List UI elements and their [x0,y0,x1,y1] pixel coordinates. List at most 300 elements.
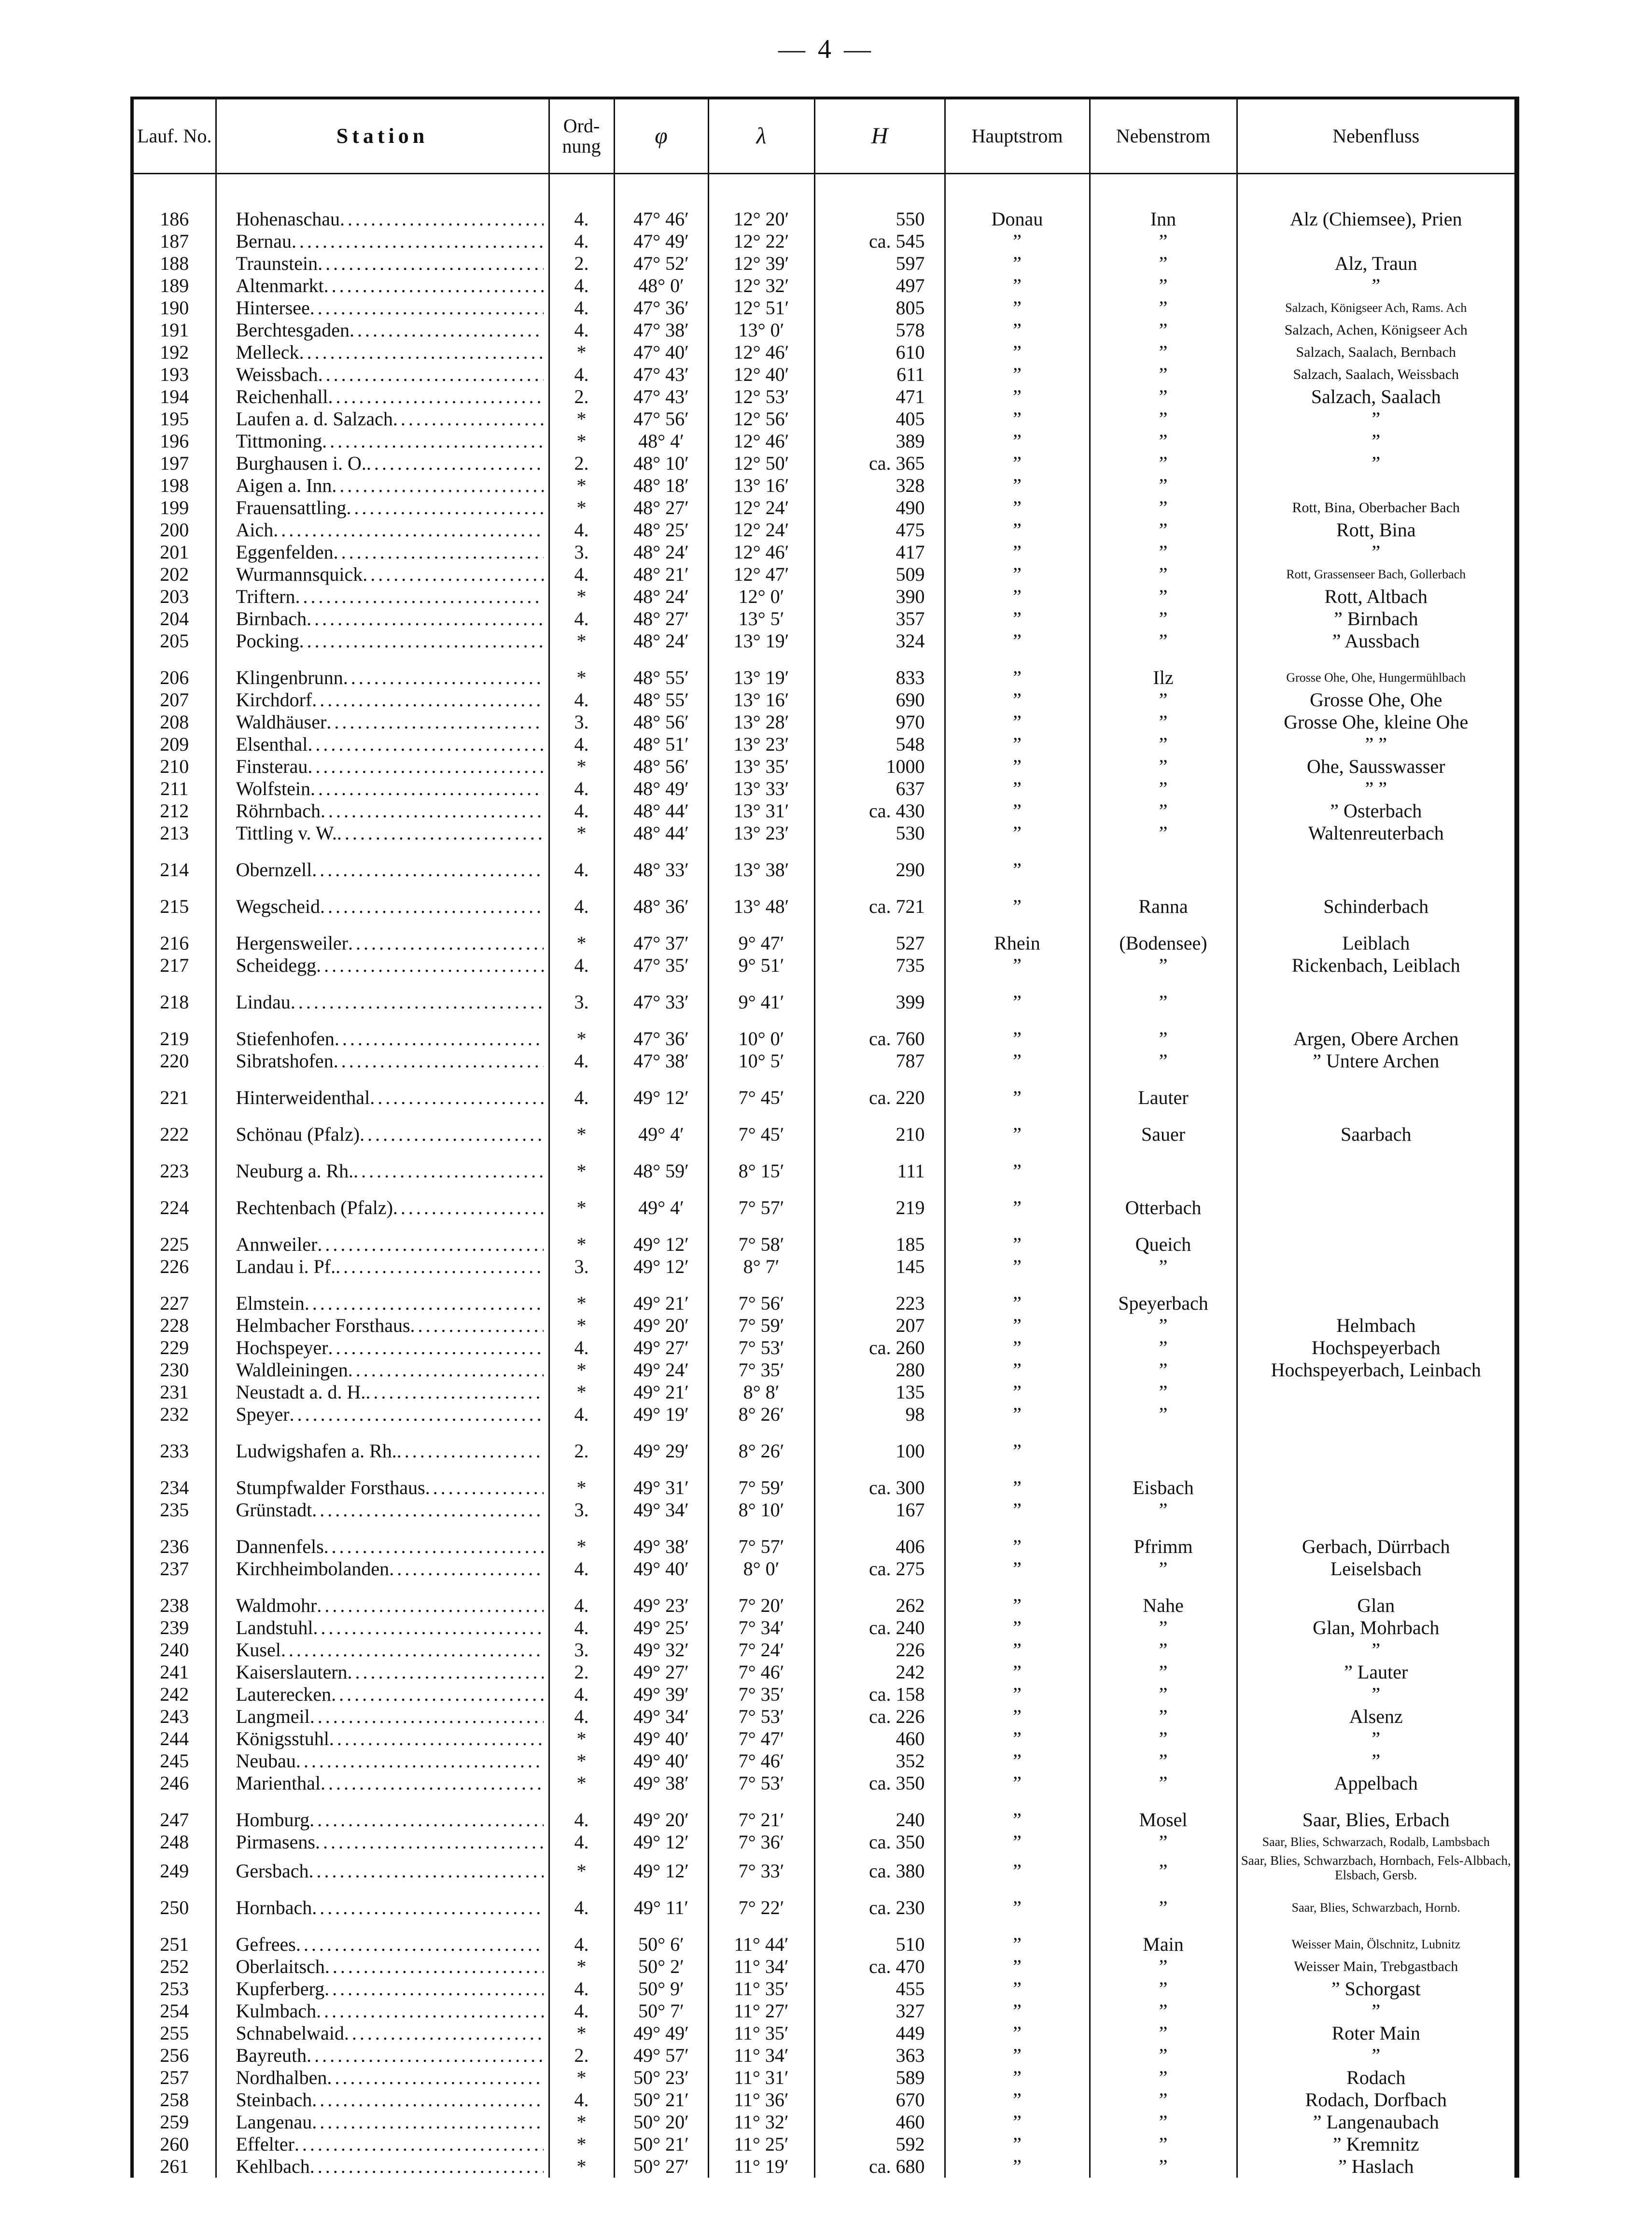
header-lambda: λ [708,99,814,174]
nebenfluss [1237,1072,1514,1109]
lauf-no: 206 [134,652,216,689]
table-row [134,230,1514,252]
nebenfluss: Salzach, Königseer Ach, Rams. Ach [1285,301,1467,315]
leader-dots [340,208,544,230]
leader-dots [296,1933,544,1956]
longitude: 11° 32′ [708,2111,814,2133]
table-row [134,1013,1514,1050]
stations-table [130,97,1519,2178]
station-cell [216,252,549,275]
nebenfluss: ” [1372,452,1381,474]
station-name: Triftern [236,586,295,607]
table-row [134,1882,1514,1919]
ordnung: 3. [549,541,614,563]
height: 550 [814,208,945,230]
nebenstrom: ” [1090,452,1237,475]
longitude: 11° 34′ [708,2044,814,2067]
latitude: 49° 32′ [614,1639,708,1661]
station-name: Kusel [236,1639,281,1661]
leader-dots [334,541,544,563]
hauptstrom: ” [945,1426,1090,1462]
latitude: 48° 4′ [614,430,708,452]
leader-dots [295,586,543,608]
height: 589 [814,2067,945,2089]
nebenfluss: Argen, Obere Archen [1293,1028,1459,1049]
leader-dots [343,667,544,689]
lauf-no: 259 [134,2111,216,2133]
longitude: 12° 56′ [708,408,814,430]
nebenstrom: ” [1090,1706,1237,1728]
nebenfluss [1237,977,1514,1013]
station-wrap [236,475,544,497]
nebenstrom: ” [1090,2155,1237,2178]
latitude: 48° 10′ [614,452,708,475]
latitude: 50° 21′ [614,2089,708,2111]
longitude: 7° 34′ [708,1617,814,1639]
nebenstrom: ” [1090,586,1237,608]
nebenstrom: ” [1090,1499,1237,1521]
table-row [134,297,1514,319]
longitude: 13° 16′ [708,689,814,711]
nebenstrom: ” [1090,954,1237,977]
header-lauf-no: Lauf. No. [134,99,216,174]
hauptstrom: ” [945,711,1090,733]
station-wrap [236,755,544,778]
longitude: 13° 23′ [708,822,814,844]
nebenstrom: ” [1090,297,1237,319]
height: 1000 [814,755,945,778]
leader-dots [309,1860,544,1882]
station-name: Pirmasens [236,1831,315,1853]
table-row [134,1617,1514,1639]
station-wrap [236,2133,544,2155]
station-name: Kulmbach [236,2000,317,2022]
nebenstrom: ” [1090,230,1237,252]
latitude: 49° 57′ [614,2044,708,2067]
nebenfluss [1237,844,1514,881]
table-row [134,1750,1514,1772]
station-cell [216,408,549,430]
spacer-cell [1090,174,1237,209]
hauptstrom: ” [945,275,1090,297]
nebenfluss: Saar, Blies, Schwarzbach, Hornbach, Fels-Albbach, Elsbach, Gersb. [1241,1853,1511,1882]
leader-dots [305,1292,544,1315]
spacer-cell [134,174,216,209]
hauptstrom: ” [945,1013,1090,1050]
nebenfluss [1237,1426,1514,1462]
station-cell [216,1639,549,1661]
ordnung: * [549,652,614,689]
nebenstrom: Sauer [1090,1109,1237,1146]
height: 167 [814,1499,945,1521]
station-wrap [236,1292,544,1315]
hauptstrom: ” [945,586,1090,608]
leader-dots [312,1499,543,1521]
ordnung: 4. [549,319,614,341]
leader-dots [299,630,544,652]
header-ordnung: Ord-nung [549,99,614,174]
height: 324 [814,630,945,652]
station-name: Frauensattling [236,497,347,518]
height: 805 [814,297,945,319]
station-cell [216,2133,549,2155]
hauptstrom: ” [945,1683,1090,1706]
nebenfluss: ” [1372,1683,1381,1705]
ordnung: 4. [549,1072,614,1109]
leader-dots [292,230,543,252]
lauf-no: 210 [134,755,216,778]
height: 417 [814,541,945,563]
leader-dots [348,1661,544,1683]
nebenfluss: Rott, Bina, Oberbacher Bach [1292,500,1460,516]
nebenstrom: ” [1090,1639,1237,1661]
ordnung: * [549,408,614,430]
station-cell [216,1919,549,1956]
lauf-no: 243 [134,1706,216,1728]
longitude: 9° 51′ [708,954,814,977]
table-row [134,1521,1514,1558]
table-row [134,733,1514,755]
nebenfluss: ” Langenaubach [1313,2111,1439,2133]
leader-dots [310,1706,544,1728]
nebenstrom: ” [1090,1831,1237,1853]
station-name: Helmbacher Forsthaus [236,1315,410,1336]
latitude: 48° 44′ [614,800,708,822]
ordnung: 4. [549,1882,614,1919]
longitude: 12° 0′ [708,586,814,608]
nebenfluss: ” Untere Archen [1313,1050,1440,1072]
latitude: 49° 34′ [614,1499,708,1521]
table-row [134,208,1514,230]
nebenfluss [1237,1381,1514,1403]
station-wrap [236,430,544,452]
nebenstrom: ” [1090,1772,1237,1794]
table-row [134,881,1514,918]
height: 327 [814,2000,945,2022]
leader-dots [425,1477,544,1499]
hauptstrom: ” [945,230,1090,252]
longitude: 7° 46′ [708,1750,814,1772]
station-wrap [236,1337,544,1359]
lauf-no: 252 [134,1956,216,1978]
lauf-no: 245 [134,1750,216,1772]
hauptstrom: ” [945,977,1090,1013]
hauptstrom: ” [945,1919,1090,1956]
station-wrap [236,1536,544,1558]
lauf-no: 190 [134,297,216,319]
nebenfluss: ” Aussbach [1332,630,1420,652]
table-row [134,364,1514,386]
ordnung: * [549,1278,614,1315]
station-name: Langmeil [236,1706,310,1727]
station-wrap [236,689,544,711]
height: 833 [814,652,945,689]
lauf-no: 216 [134,918,216,954]
nebenstrom: Otterbach [1090,1182,1237,1219]
ordnung: * [549,586,614,608]
longitude: 12° 53′ [708,386,814,408]
height: 242 [814,1661,945,1683]
station-wrap [236,1595,544,1617]
latitude: 47° 35′ [614,954,708,977]
table-row [134,1462,1514,1499]
nebenfluss [1237,1146,1514,1182]
height: ca. 721 [814,881,945,918]
height: 389 [814,430,945,452]
station-cell [216,1381,549,1403]
station-wrap [236,1028,544,1050]
nebenstrom [1090,844,1237,881]
height: 510 [814,1919,945,1956]
latitude: 48° 21′ [614,563,708,586]
ordnung: * [549,1109,614,1146]
hauptstrom: ” [945,541,1090,563]
height: 406 [814,1521,945,1558]
longitude: 7° 35′ [708,1683,814,1706]
ordnung: 2. [549,386,614,408]
station-cell [216,208,549,230]
station-wrap [236,364,544,386]
table-row [134,475,1514,497]
lauf-no: 250 [134,1882,216,1919]
longitude: 8° 15′ [708,1146,814,1182]
height: 262 [814,1580,945,1617]
nebenstrom: ” [1090,541,1237,563]
nebenstrom: ” [1090,1256,1237,1278]
height: 597 [814,252,945,275]
station-cell [216,2155,549,2178]
leader-dots [389,1558,543,1580]
table-row [134,1661,1514,1683]
nebenstrom: Nahe [1090,1580,1237,1617]
lauf-no: 213 [134,822,216,844]
longitude: 12° 39′ [708,252,814,275]
station-name: Dannenfels [236,1536,324,1557]
station-wrap [236,341,544,364]
station-name: Scheidegg [236,954,317,976]
latitude: 47° 49′ [614,230,708,252]
leader-dots [312,1897,543,1919]
station-wrap [236,932,544,954]
hauptstrom: ” [945,319,1090,341]
hauptstrom: ” [945,1978,1090,2000]
station-wrap [236,1897,544,1919]
station-name: Bernau [236,230,292,252]
ordnung: 4. [549,1617,614,1639]
station-cell [216,954,549,977]
leader-dots [322,430,543,452]
height: 735 [814,954,945,977]
station-cell [216,2111,549,2133]
station-cell [216,881,549,918]
latitude: 49° 25′ [614,1617,708,1639]
spacer-cell [216,174,549,209]
leader-dots [310,2155,544,2178]
station-wrap [236,519,544,541]
station-name: Hornbach [236,1897,312,1918]
height: 219 [814,1182,945,1219]
table-row [134,1337,1514,1359]
ordnung: 2. [549,252,614,275]
station-cell [216,497,549,519]
longitude: 12° 51′ [708,297,814,319]
longitude: 13° 19′ [708,630,814,652]
nebenfluss [1237,230,1514,252]
ordnung: 4. [549,778,614,800]
table-row [134,1403,1514,1426]
nebenstrom: ” [1090,408,1237,430]
station-wrap [236,1256,544,1278]
station-name: Annweiler [236,1233,318,1255]
hauptstrom: ” [945,408,1090,430]
leader-dots [328,386,544,408]
station-name: Speyer [236,1403,290,1425]
ordnung: 4. [549,1919,614,1956]
ordnung: * [549,918,614,954]
nebenfluss: ” [1372,541,1381,563]
station-wrap [236,2111,544,2133]
lauf-no: 231 [134,1381,216,1403]
height: 399 [814,977,945,1013]
station-cell [216,1661,549,1683]
lauf-no: 188 [134,252,216,275]
lauf-no: 196 [134,430,216,452]
hauptstrom: ” [945,954,1090,977]
nebenstrom: Inn [1090,208,1237,230]
ordnung: 4. [549,844,614,881]
lauf-no: 247 [134,1794,216,1831]
station-name: Effelter [236,2133,294,2155]
hauptstrom: ” [945,1794,1090,1831]
ordnung: * [549,2111,614,2133]
nebenstrom: ” [1090,1728,1237,1750]
longitude: 7° 46′ [708,1661,814,1683]
station-cell [216,1794,549,1831]
nebenfluss: Saarbach [1340,1123,1412,1145]
station-wrap [236,2044,544,2067]
lauf-no: 261 [134,2155,216,2178]
leader-dots [327,2067,543,2089]
table-row [134,275,1514,297]
nebenfluss: ” [1372,430,1381,452]
station-cell [216,1580,549,1617]
height: ca. 760 [814,1013,945,1050]
lauf-no: 256 [134,2044,216,2067]
table-row [134,1499,1514,1521]
latitude: 49° 20′ [614,1315,708,1337]
hauptstrom: ” [945,1146,1090,1182]
longitude: 13° 16′ [708,475,814,497]
nebenfluss [1237,1219,1514,1256]
table-row [134,608,1514,630]
ordnung: * [549,1772,614,1794]
lauf-no: 226 [134,1256,216,1278]
height: 490 [814,497,945,519]
lauf-no: 211 [134,778,216,800]
hauptstrom: Donau [945,208,1090,230]
nebenfluss: Grosse Ohe, Ohe, Hungermühlbach [1286,671,1466,685]
height: 455 [814,1978,945,2000]
ordnung: 4. [549,1831,614,1853]
lauf-no: 249 [134,1853,216,1882]
station-wrap [236,1197,544,1219]
lauf-no: 255 [134,2022,216,2044]
latitude: 48° 36′ [614,881,708,918]
station-cell [216,1978,549,2000]
hauptstrom: ” [945,1706,1090,1728]
nebenfluss: ” ” [1365,733,1387,755]
leader-dots [312,859,543,881]
station-name: Gefrees [236,1933,296,1955]
station-name: Hintersee [236,297,310,319]
lauf-no: 191 [134,319,216,341]
nebenfluss: Helmbach [1336,1315,1416,1336]
lauf-no: 260 [134,2133,216,2155]
latitude: 47° 36′ [614,1013,708,1050]
nebenstrom: ” [1090,822,1237,844]
latitude: 50° 20′ [614,2111,708,2133]
latitude: 48° 51′ [614,733,708,755]
longitude: 7° 20′ [708,1580,814,1617]
ordnung: 4. [549,608,614,630]
ordnung: 3. [549,1639,614,1661]
nebenstrom: ” [1090,1315,1237,1337]
ordnung: 4. [549,881,614,918]
leader-dots [329,1728,544,1750]
lauf-no: 205 [134,630,216,652]
longitude: 12° 20′ [708,208,814,230]
latitude: 49° 24′ [614,1359,708,1381]
longitude: 7° 47′ [708,1728,814,1750]
latitude: 48° 55′ [614,689,708,711]
lauf-no: 203 [134,586,216,608]
station-cell [216,586,549,608]
lauf-no: 222 [134,1109,216,1146]
station-cell [216,918,549,954]
longitude: 13° 31′ [708,800,814,822]
lauf-no: 233 [134,1426,216,1462]
height: 357 [814,608,945,630]
longitude: 10° 0′ [708,1013,814,1050]
table-header-row [134,99,1514,174]
height: 100 [814,1426,945,1462]
lauf-no: 221 [134,1072,216,1109]
ordnung: 4. [549,1050,614,1072]
height: 610 [814,341,945,364]
table-row [134,563,1514,586]
station-name: Hinterweidenthal [236,1087,370,1108]
latitude: 49° 12′ [614,1256,708,1278]
nebenfluss: Salzach, Achen, Königseer Ach [1284,322,1468,338]
ordnung: * [549,1462,614,1499]
nebenstrom: ” [1090,319,1237,341]
lauf-no: 225 [134,1219,216,1256]
station-wrap [236,991,544,1013]
station-name: Waldleiningen [236,1359,348,1381]
lauf-no: 254 [134,2000,216,2022]
leader-dots [370,1087,543,1109]
longitude: 11° 31′ [708,2067,814,2089]
lauf-no: 187 [134,230,216,252]
lauf-no: 227 [134,1278,216,1315]
lauf-no: 244 [134,1728,216,1750]
station-cell [216,608,549,630]
nebenfluss: Alz, Traun [1334,252,1417,274]
station-cell [216,1256,549,1278]
nebenfluss: Gerbach, Dürrbach [1302,1536,1450,1557]
height: 240 [814,1794,945,1831]
station-name: Aigen a. Inn [236,475,332,496]
